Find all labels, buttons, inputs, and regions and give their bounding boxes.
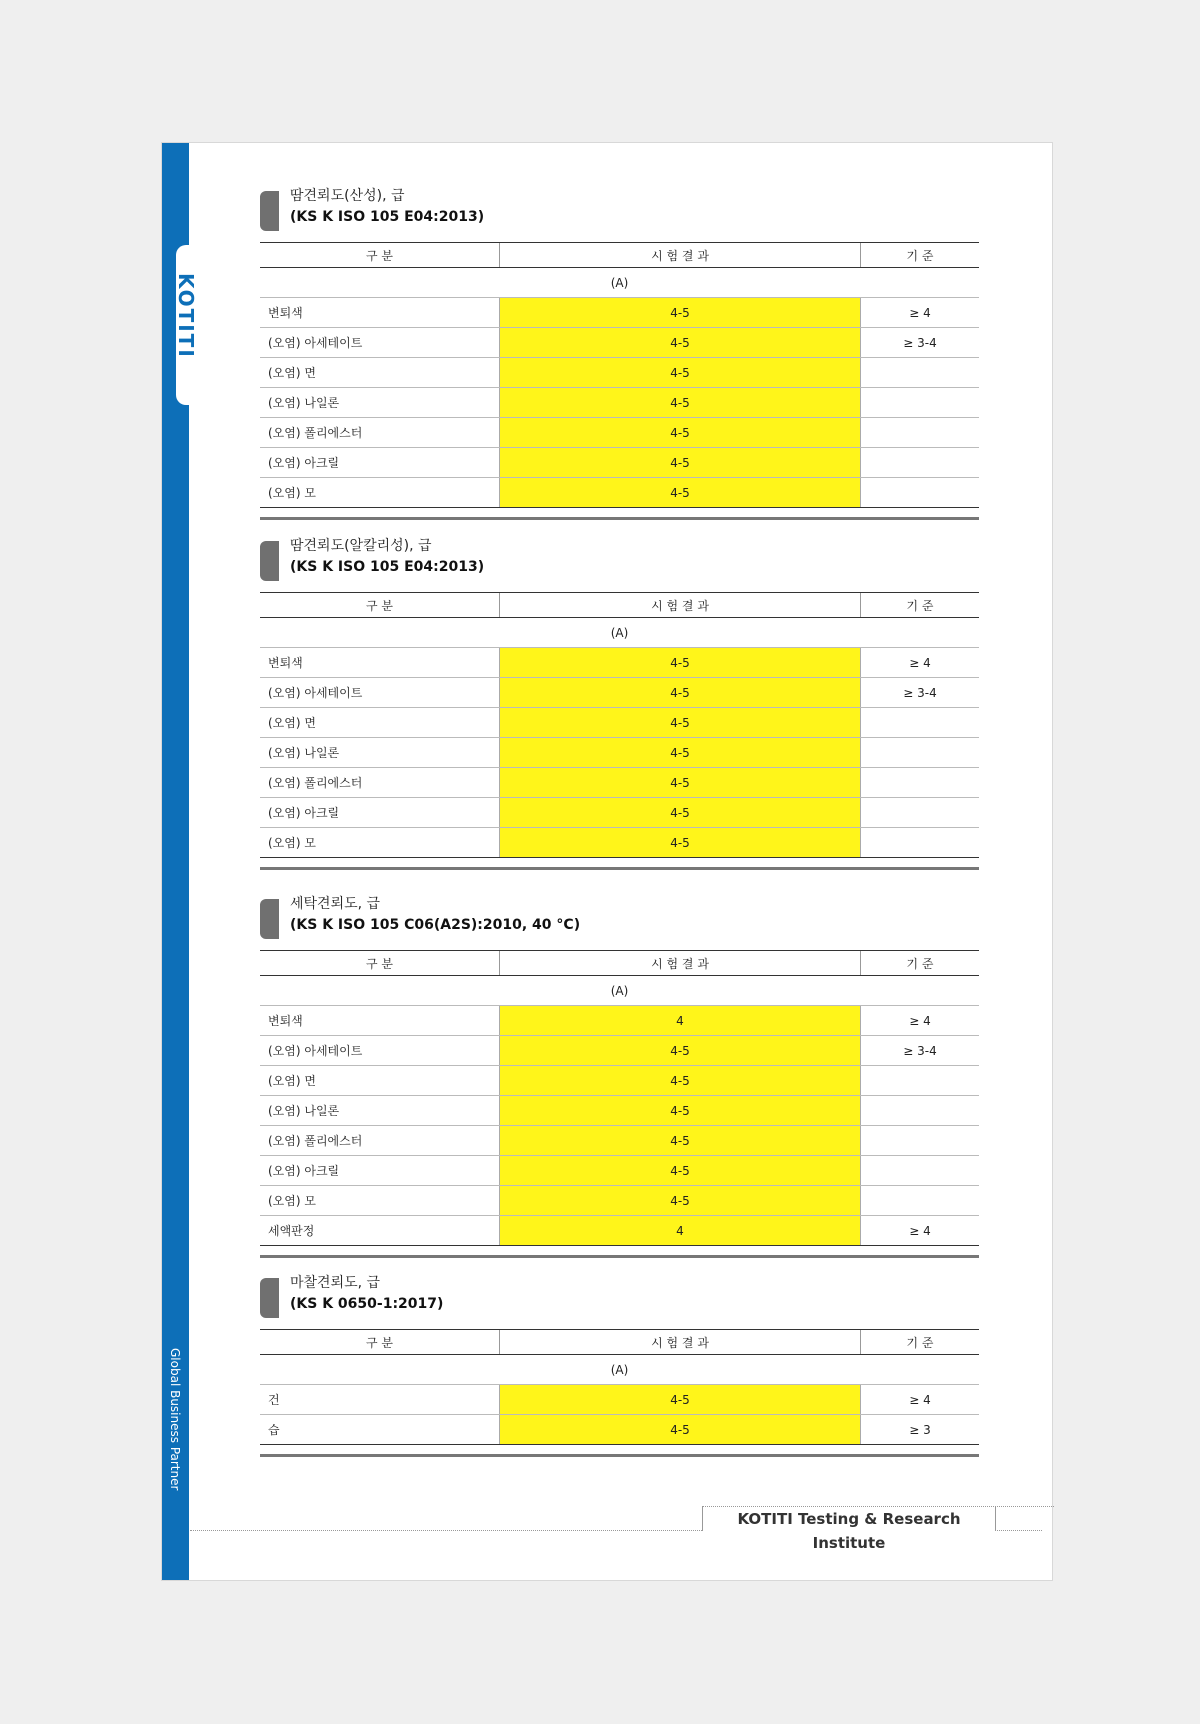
table-row <box>260 1036 979 1066</box>
row-category: 변퇴색 <box>260 298 500 328</box>
table-row <box>260 768 979 798</box>
table-row <box>260 1186 979 1216</box>
row-criteria: ≥ 3-4 <box>861 678 980 708</box>
row-result: 4-5 <box>500 1066 861 1096</box>
results-table <box>260 592 979 858</box>
row-criteria: ≥ 4 <box>861 1216 980 1246</box>
table-row <box>260 648 979 678</box>
table-row <box>260 298 979 328</box>
section-title: 땀견뢰도(알칼리성), 급 <box>290 538 432 554</box>
row-criteria <box>861 1186 980 1216</box>
header-category: 구 분 <box>260 951 500 976</box>
table-row <box>260 798 979 828</box>
section-standard: (KS K 0650-1:2017) <box>290 1296 444 1312</box>
section-standard: (KS K ISO 105 C06(A2S):2010, 40 °C) <box>290 917 581 933</box>
sample-label: (A) <box>260 976 979 1006</box>
sample-row <box>260 1355 979 1385</box>
row-result: 4-5 <box>500 738 861 768</box>
row-criteria: ≥ 3-4 <box>861 1036 980 1066</box>
section-marker <box>260 899 279 939</box>
row-category: (오염) 폴리에스터 <box>260 768 500 798</box>
section-title: 세탁견뢰도, 급 <box>290 896 381 912</box>
row-result: 4-5 <box>500 708 861 738</box>
row-category: (오염) 나일론 <box>260 388 500 418</box>
row-result: 4-5 <box>500 298 861 328</box>
row-category: (오염) 아크릴 <box>260 448 500 478</box>
table-row <box>260 388 979 418</box>
header-criteria: 기 준 <box>861 243 980 268</box>
table-row <box>260 1096 979 1126</box>
row-criteria <box>861 1096 980 1126</box>
row-result: 4-5 <box>500 798 861 828</box>
row-category: (오염) 아크릴 <box>260 798 500 828</box>
table-row <box>260 1066 979 1096</box>
row-category: 변퇴색 <box>260 1006 500 1036</box>
row-category: (오염) 아세테이트 <box>260 1036 500 1066</box>
row-result: 4-5 <box>500 328 861 358</box>
row-category: 습 <box>260 1415 500 1445</box>
row-result: 4-5 <box>500 648 861 678</box>
row-category: 세액판정 <box>260 1216 500 1246</box>
section-standard: (KS K ISO 105 E04:2013) <box>290 209 485 225</box>
row-criteria: ≥ 4 <box>861 298 980 328</box>
row-category: (오염) 아세테이트 <box>260 678 500 708</box>
row-criteria: ≥ 4 <box>861 1006 980 1036</box>
row-criteria <box>861 708 980 738</box>
row-category: 건 <box>260 1385 500 1415</box>
section-end-rule <box>260 517 979 520</box>
header-category: 구 분 <box>260 1330 500 1355</box>
row-category: (오염) 면 <box>260 708 500 738</box>
row-category: (오염) 모 <box>260 1186 500 1216</box>
row-result: 4-5 <box>500 768 861 798</box>
table-row <box>260 738 979 768</box>
row-criteria <box>861 448 980 478</box>
header-result: 시 험 결 과 <box>500 1330 861 1355</box>
header-result: 시 험 결 과 <box>500 951 861 976</box>
row-criteria: ≥ 4 <box>861 1385 980 1415</box>
results-table <box>260 950 979 1246</box>
row-result: 4-5 <box>500 478 861 508</box>
row-result: 4-5 <box>500 388 861 418</box>
header-criteria: 기 준 <box>861 593 980 618</box>
row-criteria <box>861 1126 980 1156</box>
row-criteria: ≥ 3 <box>861 1415 980 1445</box>
sample-row <box>260 976 979 1006</box>
test-section <box>260 185 979 520</box>
sample-row <box>260 268 979 298</box>
section-header <box>260 185 979 230</box>
sample-label: (A) <box>260 1355 979 1385</box>
row-result: 4-5 <box>500 678 861 708</box>
header-category: 구 분 <box>260 593 500 618</box>
row-category: (오염) 모 <box>260 478 500 508</box>
table-row <box>260 1156 979 1186</box>
row-category: (오염) 폴리에스터 <box>260 418 500 448</box>
section-standard: (KS K ISO 105 E04:2013) <box>290 559 485 575</box>
row-result: 4 <box>500 1006 861 1036</box>
table-header-row <box>260 1330 979 1355</box>
row-category: (오염) 나일론 <box>260 738 500 768</box>
section-marker <box>260 1278 279 1318</box>
row-criteria <box>861 358 980 388</box>
row-result: 4-5 <box>500 828 861 858</box>
sample-label: (A) <box>260 268 979 298</box>
row-criteria <box>861 388 980 418</box>
header-criteria: 기 준 <box>861 951 980 976</box>
row-result: 4-5 <box>500 1186 861 1216</box>
row-category: 변퇴색 <box>260 648 500 678</box>
table-row <box>260 448 979 478</box>
section-end-rule <box>260 1255 979 1258</box>
row-criteria <box>861 478 980 508</box>
table-row <box>260 708 979 738</box>
footer-institute-name: KOTITI Testing & Research Institute <box>702 1506 996 1531</box>
row-result: 4-5 <box>500 1126 861 1156</box>
row-result: 4-5 <box>500 1385 861 1415</box>
section-title: 땀견뢰도(산성), 급 <box>290 188 405 204</box>
row-category: (오염) 면 <box>260 358 500 388</box>
header-result: 시 험 결 과 <box>500 593 861 618</box>
table-row <box>260 418 979 448</box>
section-end-rule <box>260 1454 979 1457</box>
table-header-row <box>260 593 979 618</box>
row-result: 4-5 <box>500 1096 861 1126</box>
table-row <box>260 1006 979 1036</box>
table-row <box>260 1415 979 1445</box>
results-table <box>260 242 979 508</box>
table-row <box>260 478 979 508</box>
table-header-row <box>260 951 979 976</box>
row-result: 4-5 <box>500 1415 861 1445</box>
row-criteria: ≥ 3-4 <box>861 328 980 358</box>
row-criteria <box>861 738 980 768</box>
row-criteria <box>861 1156 980 1186</box>
table-row <box>260 1216 979 1246</box>
table-row <box>260 1385 979 1415</box>
header-category: 구 분 <box>260 243 500 268</box>
row-result: 4-5 <box>500 448 861 478</box>
row-result: 4-5 <box>500 418 861 448</box>
header-criteria: 기 준 <box>861 1330 980 1355</box>
row-category: (오염) 아크릴 <box>260 1156 500 1186</box>
section-header <box>260 893 979 938</box>
section-header <box>260 1272 979 1317</box>
row-category: (오염) 폴리에스터 <box>260 1126 500 1156</box>
table-row <box>260 1126 979 1156</box>
row-criteria <box>861 828 980 858</box>
report-page <box>161 142 1053 1581</box>
row-result: 4 <box>500 1216 861 1246</box>
test-section <box>260 535 979 870</box>
table-row <box>260 358 979 388</box>
section-title: 마찰견뢰도, 급 <box>290 1275 381 1291</box>
table-row <box>260 328 979 358</box>
table-row <box>260 678 979 708</box>
section-marker <box>260 541 279 581</box>
footer-divider-right <box>994 1506 1054 1507</box>
kotiti-logo: KOTITI <box>174 273 198 359</box>
row-result: 4-5 <box>500 1036 861 1066</box>
section-marker <box>260 191 279 231</box>
row-criteria <box>861 768 980 798</box>
row-result: 4-5 <box>500 1156 861 1186</box>
row-criteria <box>861 798 980 828</box>
table-header-row <box>260 243 979 268</box>
sample-label: (A) <box>260 618 979 648</box>
results-table <box>260 1329 979 1445</box>
row-criteria <box>861 418 980 448</box>
test-section <box>260 1272 979 1457</box>
section-header <box>260 535 979 580</box>
test-section <box>260 893 979 1258</box>
row-criteria <box>861 1066 980 1096</box>
header-result: 시 험 결 과 <box>500 243 861 268</box>
section-end-rule <box>260 867 979 870</box>
row-result: 4-5 <box>500 358 861 388</box>
sidebar-tagline: Global Business Partner <box>168 1348 182 1491</box>
row-category: (오염) 나일론 <box>260 1096 500 1126</box>
sample-row <box>260 618 979 648</box>
table-row <box>260 828 979 858</box>
row-category: (오염) 면 <box>260 1066 500 1096</box>
row-category: (오염) 아세테이트 <box>260 328 500 358</box>
row-criteria: ≥ 4 <box>861 648 980 678</box>
row-category: (오염) 모 <box>260 828 500 858</box>
